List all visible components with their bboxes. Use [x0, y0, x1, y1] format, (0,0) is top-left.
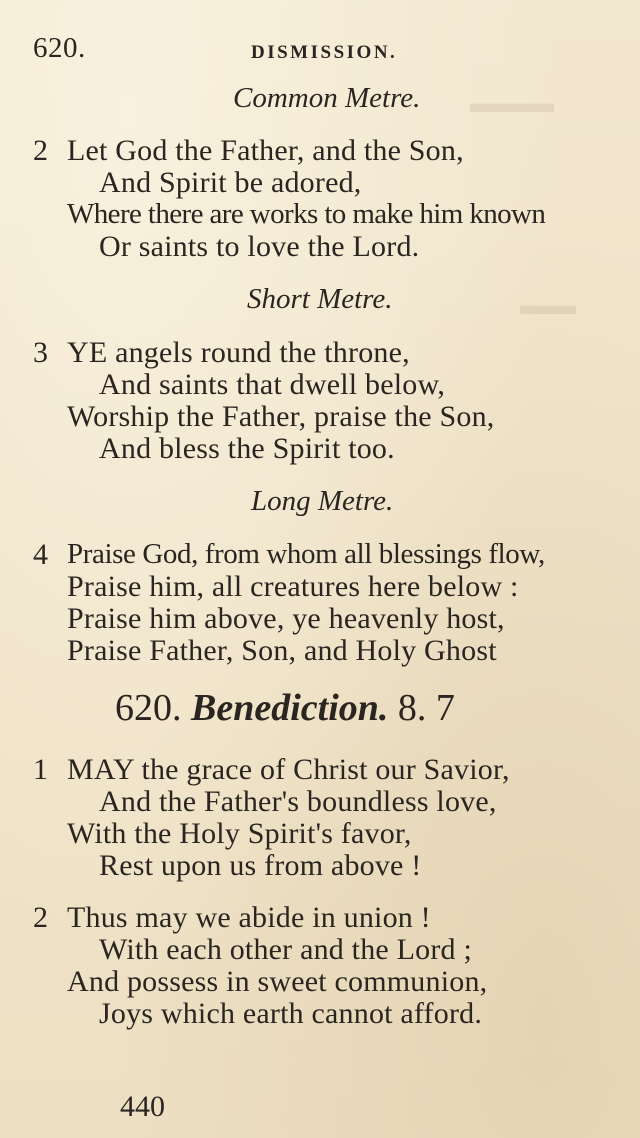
verse-line: YE angels round the throne, — [67, 336, 410, 369]
verse-line: MAY the grace of Christ our Savior, — [67, 753, 510, 786]
verse-line: Praise God, from whom all blessings flow, — [67, 538, 545, 570]
verse-line: And Spirit be adored, — [99, 166, 362, 199]
verse-line: Worship the Father, praise the Son, — [67, 400, 495, 433]
verse-line: Or saints to love the Lord. — [99, 230, 420, 263]
hymn-heading — [115, 686, 455, 730]
verse-line: Joys which earth cannot afford. — [99, 997, 483, 1030]
verse-line: And possess in sweet communion, — [67, 965, 488, 998]
running-title: DISMISSION. — [251, 42, 398, 63]
hymn-meter: 8. 7 — [397, 687, 455, 729]
verse-line: Rest upon us from above ! — [99, 849, 422, 882]
stanza-number: 2 — [33, 901, 48, 934]
verse-line: Where there are works to make him known — [67, 198, 546, 230]
stanza-number: 2 — [33, 134, 48, 167]
verse-line: Praise him above, ye heavenly host, — [67, 602, 505, 635]
stanza-number: 4 — [33, 538, 48, 571]
hymn-number: 620. — [115, 687, 182, 729]
metre-heading: Common Metre. — [233, 82, 421, 114]
verse-line: Let God the Father, and the Son, — [67, 134, 464, 167]
verse-line: Praise him, all creatures here below : — [67, 570, 519, 603]
verse-line: With each other and the Lord ; — [99, 933, 472, 966]
verse-line: Thus may we abide in union ! — [67, 901, 431, 934]
metre-heading: Short Metre. — [247, 283, 393, 315]
verse-line: And the Father's boundless love, — [99, 785, 497, 818]
metre-heading: Long Metre. — [251, 485, 394, 517]
bleed-through-mark: ▬▬▬ — [470, 88, 554, 119]
verse-line: Praise Father, Son, and Holy Ghost — [67, 634, 497, 667]
page-number-bottom: 440 — [120, 1090, 165, 1123]
stanza-number: 1 — [33, 753, 48, 786]
bleed-through-mark: ▬▬ — [520, 290, 576, 321]
verse-line: And saints that dwell below, — [99, 368, 446, 401]
verse-line: With the Holy Spirit's favor, — [67, 817, 412, 850]
verse-line: And bless the Spirit too. — [99, 432, 395, 465]
page-number-top: 620. — [33, 32, 86, 64]
hymn-title: Benediction. — [191, 687, 389, 729]
stanza-number: 3 — [33, 336, 48, 369]
